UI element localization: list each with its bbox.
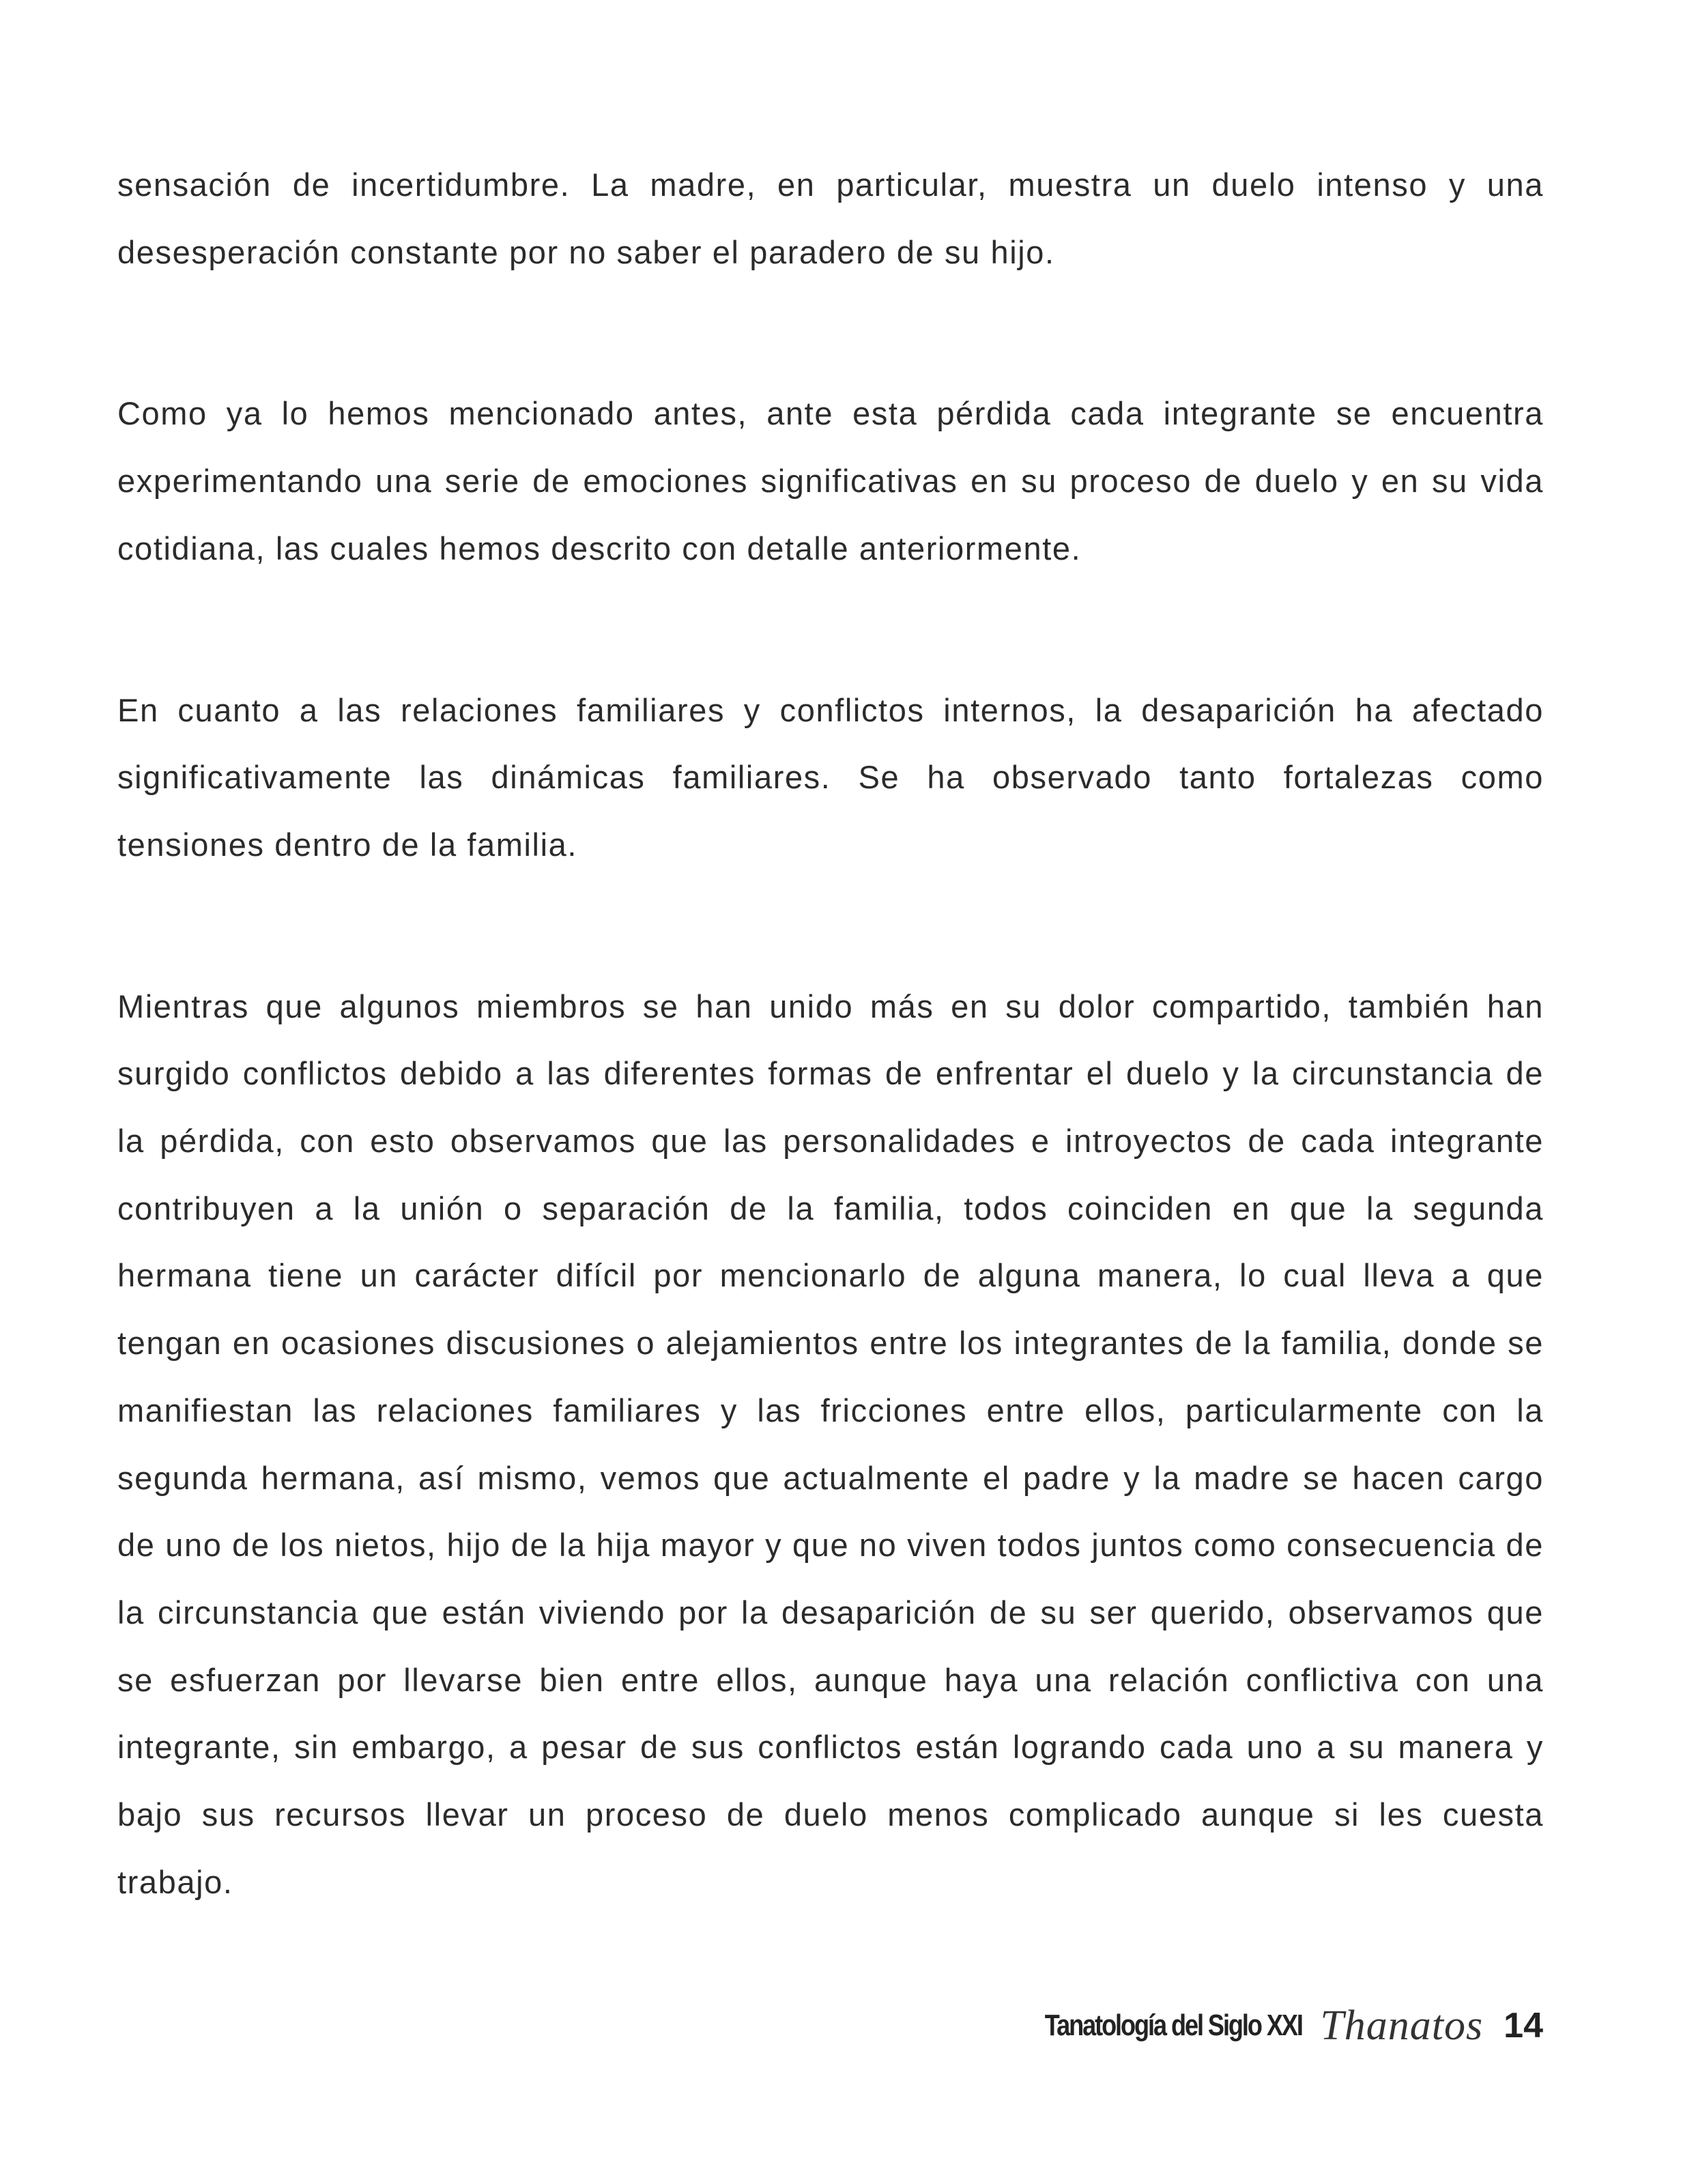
footer-brand-name: Thanatos: [1320, 2002, 1484, 2049]
page-number: 14: [1504, 2006, 1543, 2045]
paragraph-4: Mientras que algunos miembros se han unido más en su dolor compartido, también han surgido conflictos debido a las diferentes formas de enfrentar el duelo y la circunstancia de la pérdida, con esto observamos que las personalidades e introyectos de cada integrante contribuyen a la unión o separación de la familia, todos coinciden en que la segunda hermana tiene un carácter difícil por mencionarlo de alguna manera, lo cual lleva a que tengan en ocasiones discusiones o alejamientos entre los integrantes de la familia, donde se manifiestan las relaciones familiares y las fricciones entre ellos, particularmente con la segunda hermana, así mismo, vemos que actualmente el padre y la madre se hacen cargo de uno de los nietos, hijo de la hija mayor y que no viven todos juntos como consecuencia de la circunstancia que están viviendo por la desaparición de su ser querido, observamos que se esfuerzan por llevarse bien entre ellos, aunque haya una relación conflictiva con una integrante, sin embargo, a pesar de sus conflictos están logrando cada uno a su manera y bajo sus recursos llevar un proceso de duelo menos complicado aunque si les cuesta trabajo.: [117, 988, 1544, 1900]
paragraph-1: sensación de incertidumbre. La madre, en particular, muestra un duelo intenso y una desesperación constante por no saber el paradero de su hijo.: [117, 167, 1544, 270]
page-footer: [988, 1998, 1543, 2053]
body-text: [117, 152, 1544, 1916]
footer-series-title: Tanatología del Siglo XXI: [1045, 2009, 1303, 2042]
paragraph-2: Como ya lo hemos mencionado antes, ante esta pérdida cada integrante se encuentra experimentando una serie de emociones significativas en su proceso de duelo y en su vida cotidiana, las cuales hemos descrito con detalle anteriormente.: [117, 395, 1544, 566]
paragraph-3: En cuanto a las relaciones familiares y conflictos internos, la desaparición ha afectado significativamente las dinámicas familiares. Se ha observado tanto fortalezas como tensiones dentro de la familia.: [117, 691, 1544, 863]
